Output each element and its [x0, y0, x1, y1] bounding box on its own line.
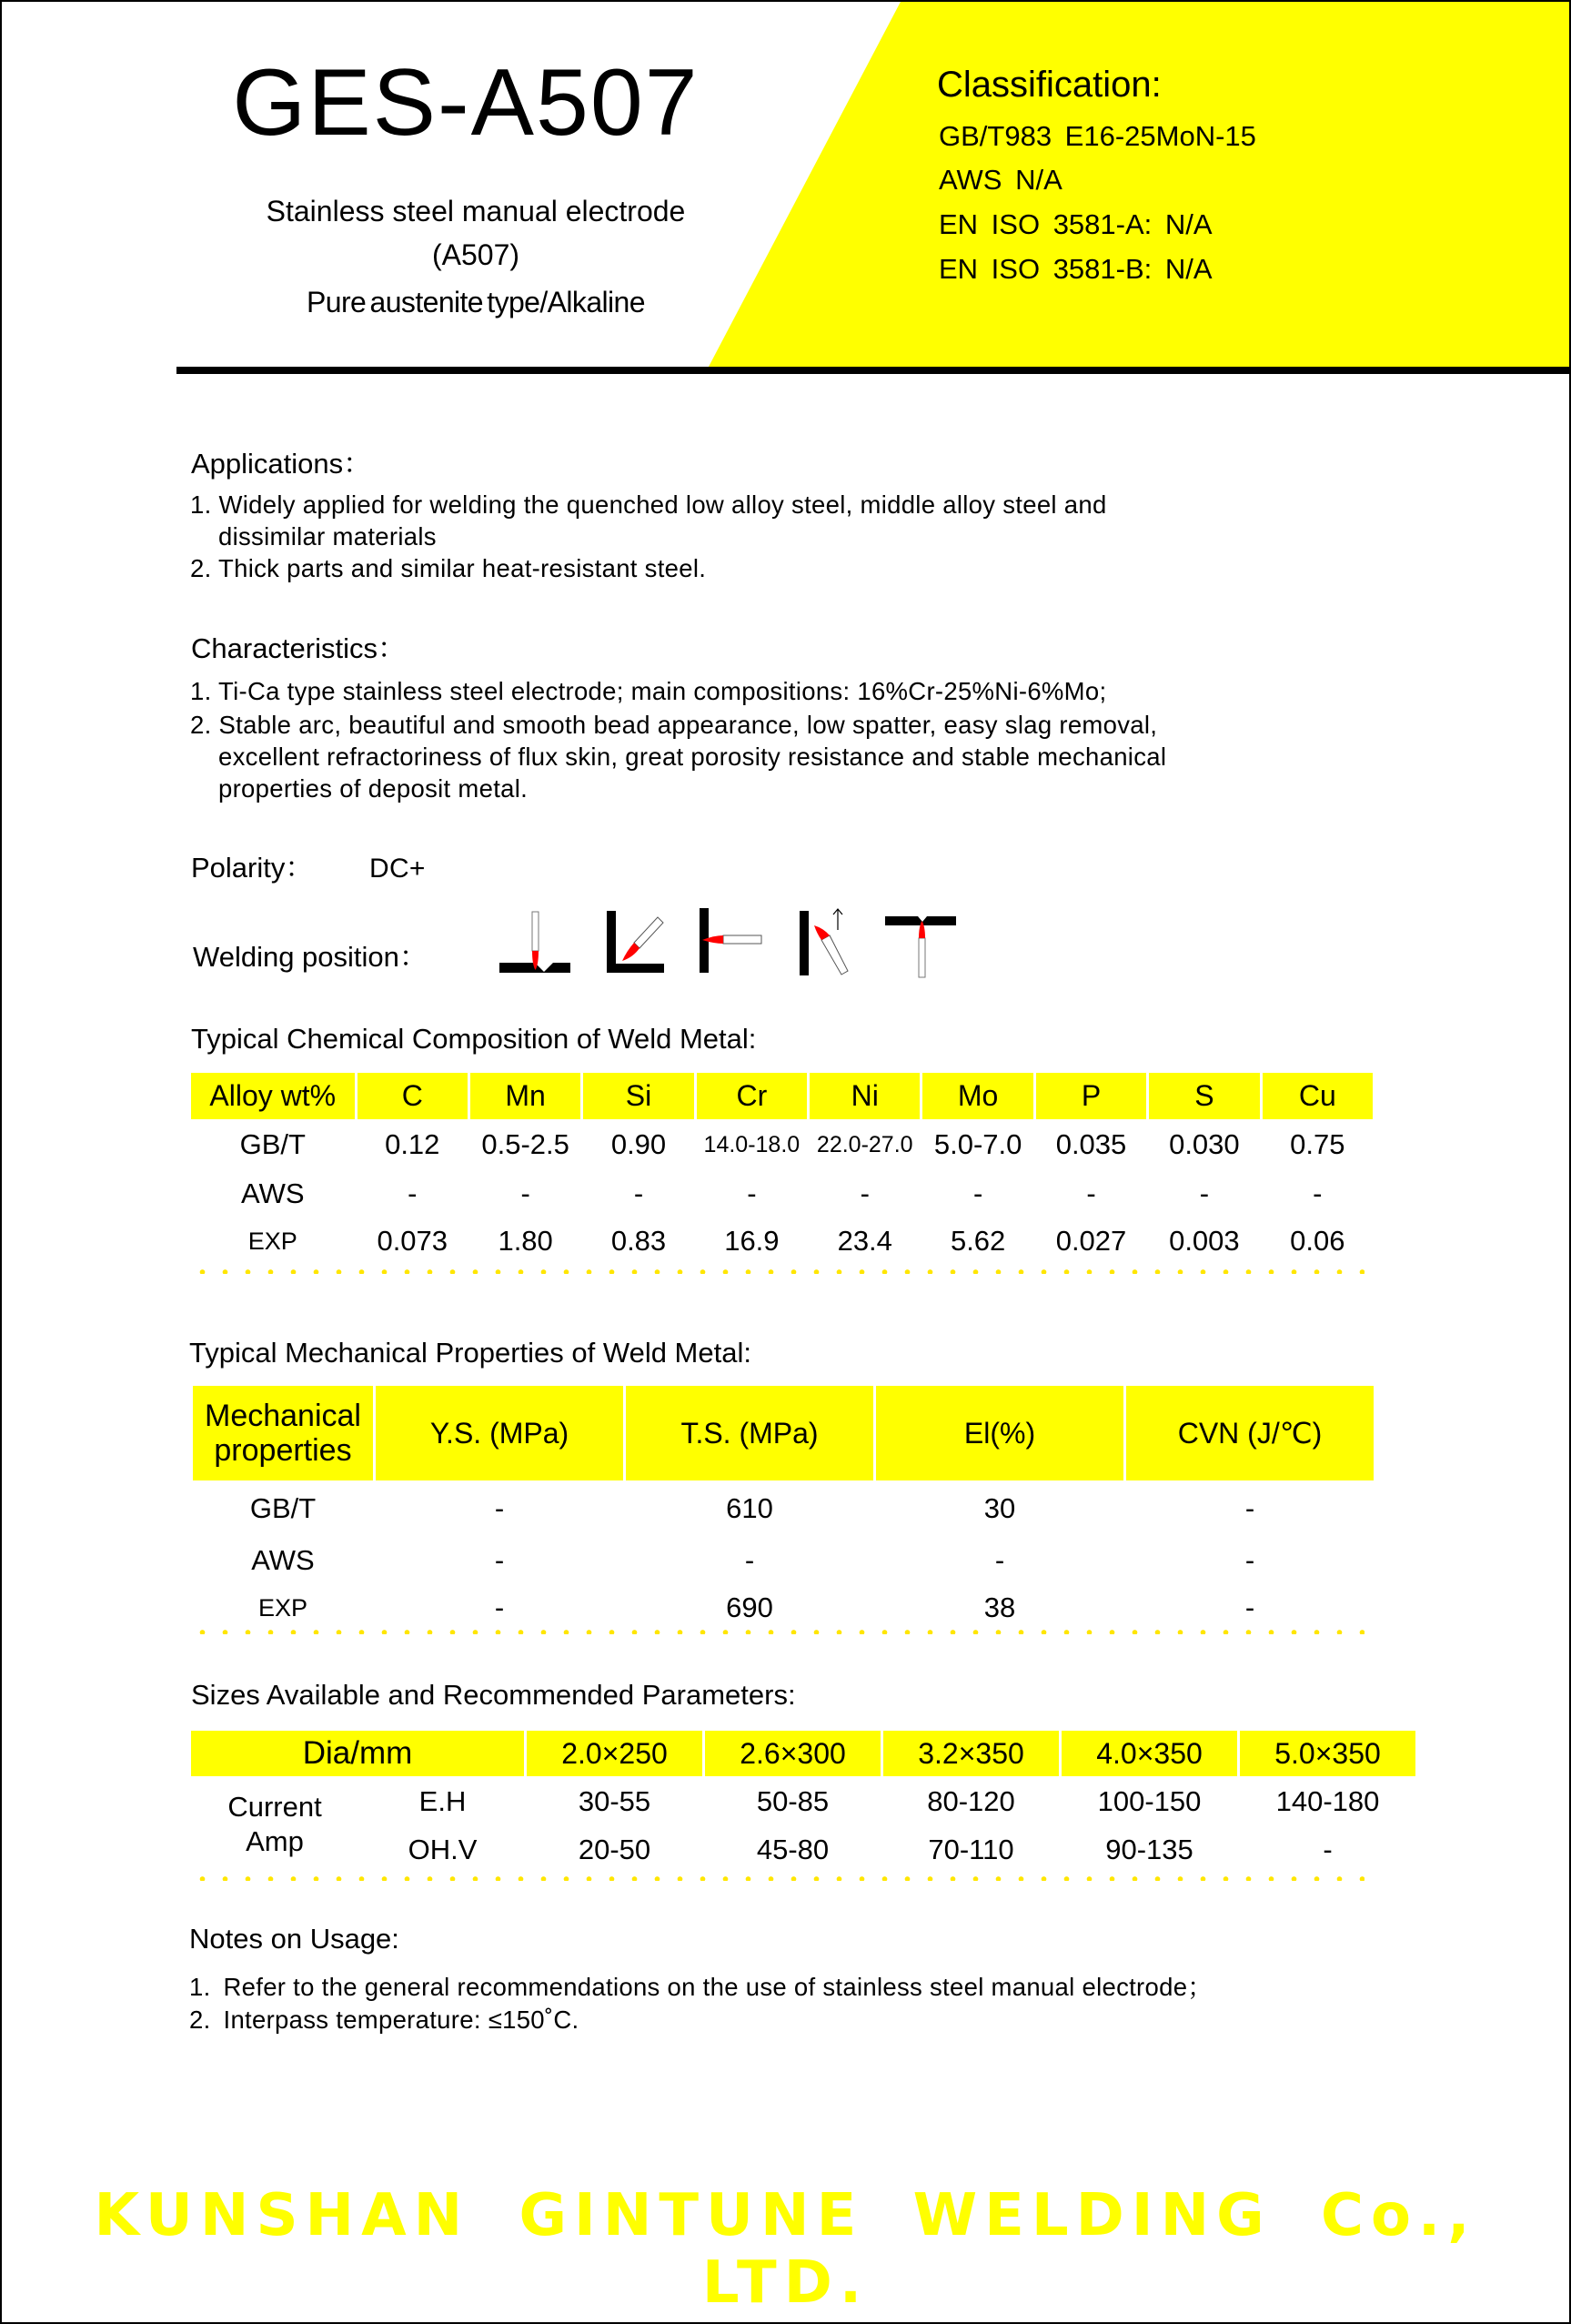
- characteristics-item-2-continuation-2: properties of deposit metal.: [218, 774, 529, 803]
- item-text: Ti-Ca type stainless steel electrode; main compositions: 16%Cr-25%Ni-6%Mo;: [218, 677, 1107, 705]
- chemical-cell: 0.83: [610, 1225, 667, 1257]
- company-name-footer: KUNSHAN GINTUNE WELDING Co., LTD.: [94, 2182, 1477, 2317]
- sizes-parameters-table: [188, 1731, 1418, 1873]
- row-label: GB/T: [239, 1128, 306, 1160]
- element-header-s: S: [1149, 1073, 1259, 1119]
- horizontal-fillet-position-icon: [607, 911, 664, 973]
- notes-item-2: [189, 2004, 579, 2036]
- current-row-eh: [191, 1776, 1415, 1827]
- element-header-p: P: [1036, 1073, 1146, 1119]
- mechanical-row-aws: [193, 1537, 1374, 1584]
- characteristics-heading: Characteristics：: [191, 632, 406, 664]
- chemical-heading: Typical Chemical Composition of Weld Metal:: [191, 1023, 757, 1055]
- welding-position-icons: [491, 901, 982, 985]
- chemical-cell: 1.80: [498, 1225, 553, 1257]
- row-label: GB/T: [249, 1492, 317, 1524]
- element-header-cr: Cr: [697, 1073, 807, 1119]
- sizes-dotted-divider: [191, 1876, 1365, 1881]
- product-type: Pure austenite type/Alkaline: [307, 286, 645, 318]
- element-header-cu: Cu: [1263, 1073, 1373, 1119]
- classification-en-iso-a: EN ISO 3581-A: N/A: [939, 208, 1213, 240]
- mechanical-row-gbt: [193, 1480, 1374, 1537]
- chemical-cell: 0.12: [385, 1128, 440, 1160]
- chemical-cell: 0.035: [1055, 1128, 1127, 1160]
- classification-gbt: GB/T983 E16-25MoN-15: [939, 120, 1256, 152]
- chemical-row-gbt: [191, 1119, 1373, 1170]
- current-cell: 70-110: [928, 1834, 1014, 1865]
- chemical-composition-table: [188, 1073, 1375, 1265]
- chemical-cell: 0.073: [377, 1225, 448, 1257]
- item-text: Widely applied for welding the quenched low alloy steel, middle alloy steel and: [218, 490, 1107, 519]
- chemical-cell: -: [747, 1177, 757, 1209]
- chemical-cell: 0.003: [1169, 1225, 1240, 1257]
- chemical-cell: 16.9: [724, 1225, 780, 1257]
- chemical-cell: -: [633, 1177, 644, 1209]
- size-header: 2.6×300: [705, 1731, 881, 1776]
- product-title: GES-A507: [232, 50, 700, 156]
- position-label: OH.V: [408, 1834, 478, 1865]
- header-line: properties: [214, 1433, 352, 1468]
- item-text: Interpass temperature: ≤150˚C.: [223, 2006, 579, 2034]
- current-cell: 30-55: [578, 1785, 651, 1817]
- dia-header: Dia/mm: [191, 1731, 524, 1776]
- chemical-cell: -: [860, 1177, 870, 1209]
- mechanical-header-2: T.S. (MPa): [626, 1386, 873, 1480]
- mechanical-cell: -: [744, 1544, 755, 1576]
- sizes-heading: Sizes Available and Recommended Parameters:: [191, 1679, 796, 1711]
- applications-heading: Applications：: [191, 448, 372, 480]
- element-header-mo: Mo: [922, 1073, 1032, 1119]
- product-subtitle: Stainless steel manual electrode: [266, 195, 686, 227]
- chemical-cell: 0.75: [1290, 1128, 1345, 1160]
- item-number: 1.: [190, 490, 212, 519]
- mechanical-cell: -: [494, 1492, 505, 1524]
- mechanical-cell: -: [494, 1544, 505, 1576]
- vertical-up-position-icon: [800, 909, 848, 975]
- current-label: Current: [227, 1791, 322, 1823]
- item-number: 1.: [189, 1973, 211, 2001]
- row-label: EXP: [247, 1227, 297, 1255]
- mechanical-header-3: El(%): [876, 1386, 1123, 1480]
- mechanical-cell: 610: [726, 1492, 773, 1524]
- position-label: E.H: [418, 1785, 467, 1817]
- current-row-ohv: [191, 1827, 1415, 1873]
- polarity-value: DC+: [369, 854, 426, 884]
- mechanical-row-exp: [193, 1584, 1374, 1632]
- current-cell: 100-150: [1097, 1785, 1202, 1817]
- classification-aws: AWS N/A: [939, 164, 1062, 196]
- current-amp-label: [191, 1776, 358, 1873]
- mechanical-header-1: Y.S. (MPa): [376, 1386, 623, 1480]
- classification-heading: Classification:: [937, 65, 1162, 105]
- chemical-cell: 0.027: [1055, 1225, 1127, 1257]
- chemical-cell: 22.0-27.0: [816, 1131, 913, 1157]
- chemical-cell: -: [972, 1177, 983, 1209]
- chemical-cell: -: [1086, 1177, 1096, 1209]
- row-label: AWS: [241, 1177, 305, 1209]
- mechanical-cell: -: [994, 1544, 1005, 1576]
- classification-en-iso-b: EN ISO 3581-B: N/A: [939, 253, 1213, 285]
- characteristics-item-2: [190, 709, 1157, 742]
- current-cell: 45-80: [756, 1834, 830, 1865]
- chemical-header-row: [191, 1073, 1373, 1119]
- chemical-cell: -: [408, 1177, 418, 1209]
- header-divider: [176, 367, 1571, 374]
- flat-position-icon: [499, 912, 570, 973]
- applications-item-1-continuation: dissimilar materials: [218, 522, 437, 551]
- size-header: 5.0×350: [1240, 1731, 1415, 1776]
- item-text: Refer to the general recommendations on the use of stainless steel manual electrode；: [223, 1973, 1213, 2001]
- chemical-cell: 23.4: [837, 1225, 892, 1257]
- chemical-cell: 0.030: [1169, 1128, 1240, 1160]
- mechanical-cell: -: [1244, 1591, 1255, 1623]
- chemical-cell: 0.06: [1290, 1225, 1345, 1257]
- header-line: Mechanical: [205, 1399, 361, 1433]
- mechanical-header-row: [193, 1386, 1374, 1480]
- chemical-row-aws: [191, 1170, 1373, 1218]
- mechanical-dotted-divider: [191, 1630, 1365, 1634]
- item-text: Stable arc, beautiful and smooth bead appearance, low spatter, easy slag removal,: [218, 711, 1158, 739]
- mechanical-heading: Typical Mechanical Properties of Weld Metal:: [189, 1337, 751, 1369]
- current-cell: 90-135: [1105, 1834, 1193, 1865]
- item-number: 1.: [190, 677, 212, 705]
- item-number: 2.: [190, 711, 212, 739]
- chemical-cell: 5.0-7.0: [933, 1128, 1022, 1160]
- chemical-dotted-divider: [191, 1269, 1365, 1274]
- chemical-cell: -: [520, 1177, 530, 1209]
- row-label: AWS: [251, 1544, 315, 1576]
- notes-heading: Notes on Usage:: [189, 1923, 399, 1955]
- current-cell: 80-120: [927, 1785, 1015, 1817]
- mechanical-cell: -: [1244, 1544, 1255, 1576]
- amp-label: Amp: [246, 1825, 304, 1857]
- item-number: 2.: [189, 2006, 211, 2034]
- size-header: 4.0×350: [1062, 1731, 1237, 1776]
- item-text: Thick parts and similar heat-resistant steel.: [218, 554, 707, 582]
- chemical-row-exp: [191, 1218, 1373, 1265]
- notes-item-1: [189, 1971, 1213, 2004]
- sizes-header-row: [191, 1731, 1415, 1776]
- applications-item-2: [190, 552, 706, 585]
- polarity-label: Polarity：: [191, 852, 314, 884]
- chemical-cell: 0.5-2.5: [481, 1128, 569, 1160]
- characteristics-item-1: [190, 675, 1106, 708]
- overhead-position-icon: [885, 916, 956, 977]
- current-cell: 140-180: [1275, 1785, 1380, 1817]
- welding-position-label: Welding position：: [193, 941, 428, 973]
- mechanical-properties-header: [193, 1386, 373, 1480]
- row-label: EXP: [257, 1593, 308, 1622]
- chemical-cell: -: [1199, 1177, 1210, 1209]
- size-header: 3.2×350: [883, 1731, 1059, 1776]
- element-header-ni: Ni: [810, 1073, 920, 1119]
- element-header-mn: Mn: [470, 1073, 580, 1119]
- element-header-c: C: [358, 1073, 468, 1119]
- characteristics-item-2-continuation-1: excellent refractoriness of flux skin, great porosity resistance and stable mechanical: [218, 743, 1167, 771]
- chemical-cell: -: [1313, 1177, 1323, 1209]
- current-cell: -: [1323, 1834, 1333, 1865]
- product-designation: (A507): [431, 238, 520, 271]
- current-cell: 20-50: [578, 1834, 651, 1865]
- mechanical-header-4: CVN (J/℃): [1126, 1386, 1374, 1480]
- chemical-cell: 0.90: [610, 1128, 667, 1160]
- item-number: 2.: [190, 554, 212, 582]
- mechanical-cell: 38: [983, 1591, 1016, 1623]
- mechanical-properties-table: [190, 1386, 1376, 1632]
- applications-item-1: [190, 489, 1107, 521]
- chemical-cell: 14.0-18.0: [703, 1131, 801, 1157]
- current-cell: 50-85: [756, 1785, 830, 1817]
- size-header: 2.0×250: [527, 1731, 702, 1776]
- mechanical-cell: 690: [726, 1591, 773, 1623]
- element-header-si: Si: [583, 1073, 693, 1119]
- horizontal-position-icon: [700, 908, 761, 973]
- alloy-header: Alloy wt%: [191, 1073, 355, 1119]
- mechanical-cell: -: [494, 1591, 505, 1623]
- mechanical-cell: -: [1244, 1492, 1255, 1524]
- chemical-cell: 5.62: [950, 1225, 1006, 1257]
- mechanical-cell: 30: [983, 1492, 1016, 1524]
